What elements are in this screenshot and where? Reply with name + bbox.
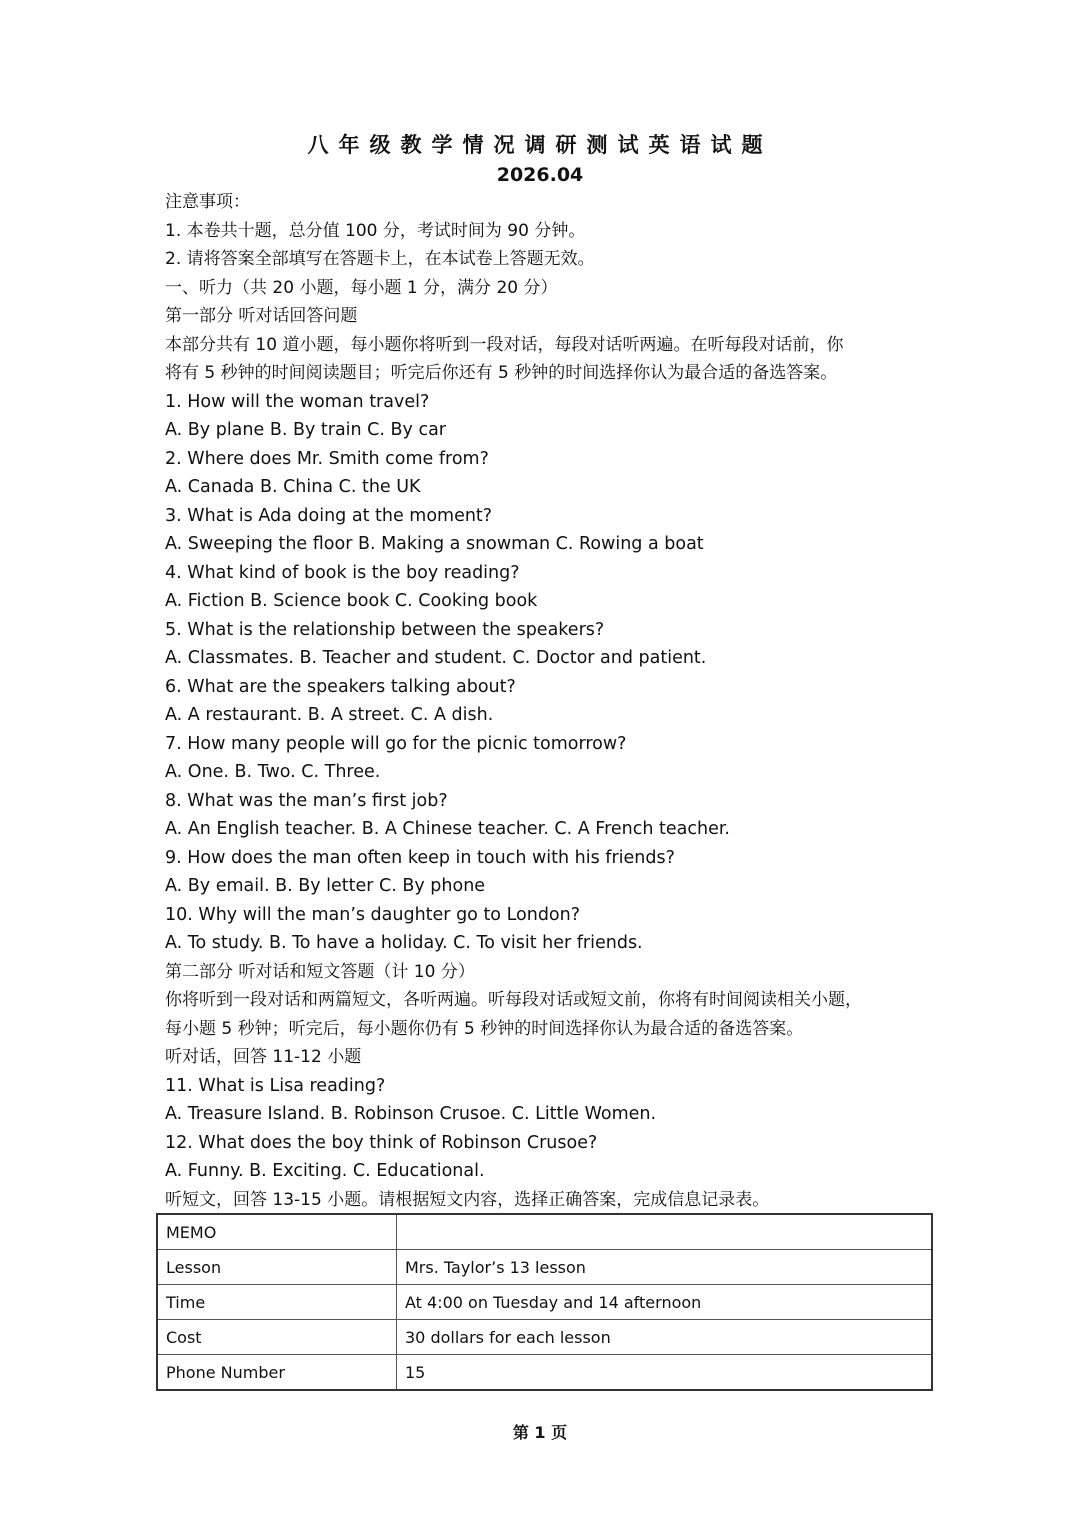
part-heading: 第一部分 听对话回答问题 [165, 306, 358, 326]
answer-options: A. A restaurant. B. A street. C. A dish. [165, 705, 494, 725]
section-heading: 一、听力（共 20 小题，每小题 1 分，满分 20 分） [165, 277, 558, 298]
question: 7. How many people will go for the picnic tomorrow? [165, 733, 627, 754]
answer-options: A. Canada B. China C. the UK [165, 477, 421, 497]
answer-options: A. To study. B. To have a holiday. C. To visit her friends. [165, 933, 643, 953]
table-cell [397, 1214, 933, 1250]
answer-options: A. Treasure Island. B. Robinson Crusoe. C. Little Women. [165, 1104, 657, 1124]
instructions: 将有 5 秒钟的时间阅读题目；听完后你还有 5 秒钟的时间选择你认为最合适的备选答案。 [165, 363, 838, 383]
exam-content [165, 188, 935, 1214]
answer-options: A. By plane B. By train C. By car [165, 420, 446, 440]
question: 2. Where does Mr. Smith come from? [165, 448, 489, 469]
table-cell: MEMO [157, 1214, 397, 1250]
page-number: 第 1 页 [512, 1423, 568, 1442]
part-heading: 第二部分 听对话和短文答题（计 10 分） [165, 961, 475, 982]
question: 11. What is Lisa reading? [165, 1075, 386, 1096]
exam-title: 八年级教学情况调研测试英语试题 [307, 133, 773, 157]
sub-instructions: 听短文，回答 13-15 小题。请根据短文内容，选择正确答案，完成信息记录表。 [165, 1189, 770, 1210]
question: 4. What kind of book is the boy reading? [165, 562, 520, 583]
answer-options: A. One. B. Two. C. Three. [165, 762, 381, 782]
table-cell: 15 [397, 1355, 933, 1391]
instructions: 每小题 5 秒钟；听完后，每小题你仍有 5 秒钟的时间选择你认为最合适的备选答案。 [165, 1018, 804, 1039]
question: 10. Why will the man’s daughter go to London? [165, 904, 581, 925]
answer-options: A. Fiction B. Science book C. Cooking book [165, 591, 538, 611]
instructions: 本部分共有 10 道小题，每小题你将听到一段对话，每段对话听两遍。在听每段对话前，你 [165, 334, 844, 355]
answer-options: A. Sweeping the floor B. Making a snowman C. Rowing a boat [165, 534, 704, 554]
table-cell: Phone Number [157, 1355, 397, 1391]
table-cell: Time [157, 1285, 397, 1320]
table-cell: Cost [157, 1320, 397, 1355]
memo-table [156, 1213, 933, 1391]
question: 3. What is Ada doing at the moment? [165, 505, 493, 526]
answer-options: A. An English teacher. B. A Chinese teacher. C. A French teacher. [165, 819, 730, 839]
table-row [157, 1320, 932, 1355]
exam-date: 2026.04 [496, 164, 584, 186]
table-row [157, 1214, 932, 1250]
table-row [157, 1285, 932, 1320]
question: 12. What does the boy think of Robinson Crusoe? [165, 1132, 598, 1153]
notice-item: 1. 本卷共十题，总分值 100 分，考试时间为 90 分钟。 [165, 220, 586, 241]
notice-item: 2. 请将答案全部填写在答题卡上，在本试卷上答题无效。 [165, 249, 595, 269]
answer-options: A. By email. B. By letter C. By phone [165, 876, 486, 896]
notice-heading: 注意事项： [165, 192, 250, 212]
answer-options: A. Classmates. B. Teacher and student. C. Doctor and patient. [165, 648, 707, 668]
table-row [157, 1250, 932, 1285]
question: 6. What are the speakers talking about? [165, 676, 516, 697]
question: 8. What was the man’s first job? [165, 790, 448, 811]
table-row [157, 1355, 932, 1391]
question: 1. How will the woman travel? [165, 391, 430, 412]
instructions: 你将听到一段对话和两篇短文，各听两遍。听每段对话或短文前，你将有时间阅读相关小题， [165, 990, 862, 1010]
table-cell: Lesson [157, 1250, 397, 1285]
question: 5. What is the relationship between the speakers? [165, 619, 605, 640]
sub-instructions: 听对话，回答 11-12 小题 [165, 1047, 362, 1067]
table-cell: At 4:00 on Tuesday and 14 afternoon [397, 1285, 933, 1320]
table-cell: 30 dollars for each lesson [397, 1320, 933, 1355]
table-cell: Mrs. Taylor’s 13 lesson [397, 1250, 933, 1285]
answer-options: A. Funny. B. Exciting. C. Educational. [165, 1161, 485, 1181]
question: 9. How does the man often keep in touch with his friends? [165, 847, 675, 868]
